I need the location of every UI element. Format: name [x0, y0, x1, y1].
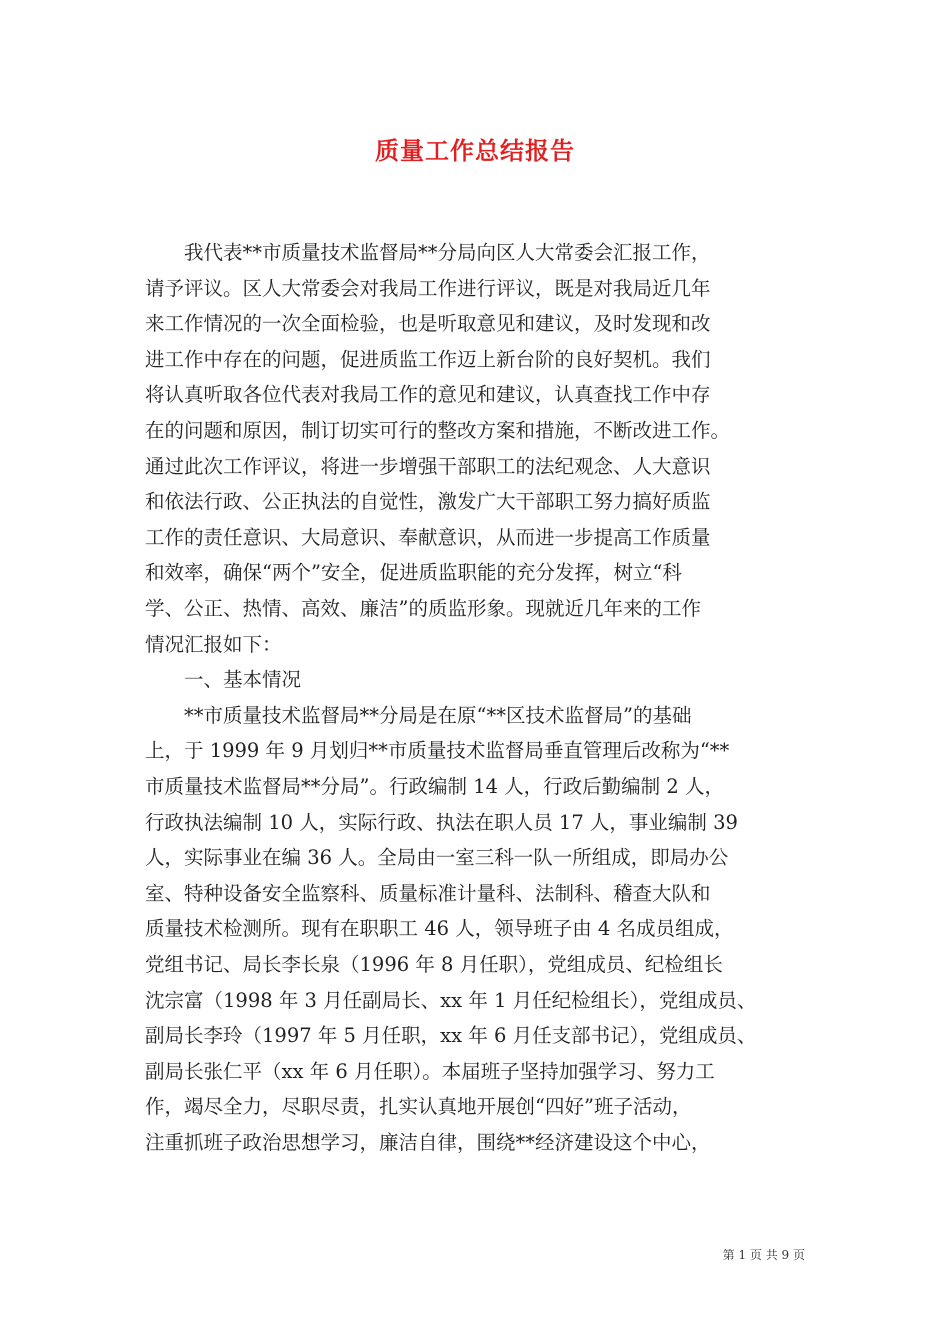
paragraph-line: 将认真听取各位代表对我局工作的意见和建议，认真查找工作中存 [145, 383, 711, 407]
paragraph-line: 作，竭尽全力，尽职尽责，扎实认真地开展创“四好”班子活动， [145, 1095, 692, 1119]
paragraph-line: 沈宗富（1998 年 3 月任副局长、xx 年 1 月任纪检组长），党组成员、 [145, 988, 757, 1012]
paragraph-line: 我代表**市质量技术监督局**分局向区人大常委会汇报工作， [145, 241, 711, 264]
document-title: 质量工作总结报告 [375, 136, 575, 165]
paragraph-line: **市质量技术监督局**分局是在原“**区技术监督局”的基础 [145, 703, 692, 727]
paragraph-line: 和效率，确保“两个”安全，促进质监职能的充分发挥，树立“科 [145, 561, 682, 585]
paragraph-line: 通过此次工作评议，将进一步增强干部职工的法纪观念、人大意识 [145, 454, 711, 478]
paragraph-line: 人，实际事业在编 36 人。全局由一室三科一队一所组成，即局办公 [145, 846, 729, 870]
paragraph-line: 进工作中存在的问题，促进质监工作迈上新台阶的良好契机。我们 [145, 347, 711, 371]
page-footer [723, 1246, 805, 1264]
paragraph-line: 请予评议。区人大常委会对我局工作进行评议，既是对我局近几年 [145, 276, 711, 300]
paragraph-line: 学、公正、热情、高效、廉洁”的质监形象。现就近几年来的工作 [145, 597, 701, 620]
paragraph-line: 党组书记、局长李长泉（1996 年 8 月任职），党组成员、纪检组长 [145, 953, 723, 976]
paragraph-line: 和依法行政、公正执法的自觉性，激发广大干部职工努力搞好质监 [145, 490, 711, 514]
paragraph-line: 质量技术检测所。现有在职职工 46 人，领导班子由 4 名成员组成， [145, 917, 734, 941]
paragraph-line: 室、特种设备安全监察科、质量标准计量科、法制科、稽查大队和 [145, 881, 711, 905]
paragraph-line: 上，于 1999 年 9 月划归**市质量技术监督局垂直管理后改称为“** [145, 739, 730, 763]
paragraph-line: 市质量技术监督局**分局”。行政编制 14 人，行政后勤编制 2 人， [145, 775, 724, 798]
paragraph-line: 行政执法编制 10 人，实际行政、执法在职人员 17 人，事业编制 39 [145, 810, 738, 834]
paragraph-line: 工作的责任意识、大局意识、奉献意识，从而进一步提高工作质量 [145, 525, 711, 549]
paragraph-line: 注重抓班子政治思想学习，廉洁自律，围绕**经济建设这个中心， [145, 1131, 711, 1154]
paragraph-line: 情况汇报如下： [145, 632, 282, 656]
paragraph-line: 副局长李玲（1997 年 5 月任职，xx 年 6 月任支部书记），党组成员、 [145, 1024, 757, 1048]
paragraph-line: 副局长张仁平（xx 年 6 月任职）。本届班子坚持加强学习、努力工 [145, 1059, 715, 1083]
paragraph-line: 来工作情况的一次全面检验，也是听取意见和建议，及时发现和改 [145, 312, 711, 336]
paragraph-line: 一、基本情况 [145, 668, 302, 692]
page-number-label: 第 1 页 共 9 页 [722, 1248, 805, 1262]
paragraph-line: 在的问题和原因，制订切实可行的整改方案和措施，不断改进工作。 [145, 419, 731, 442]
